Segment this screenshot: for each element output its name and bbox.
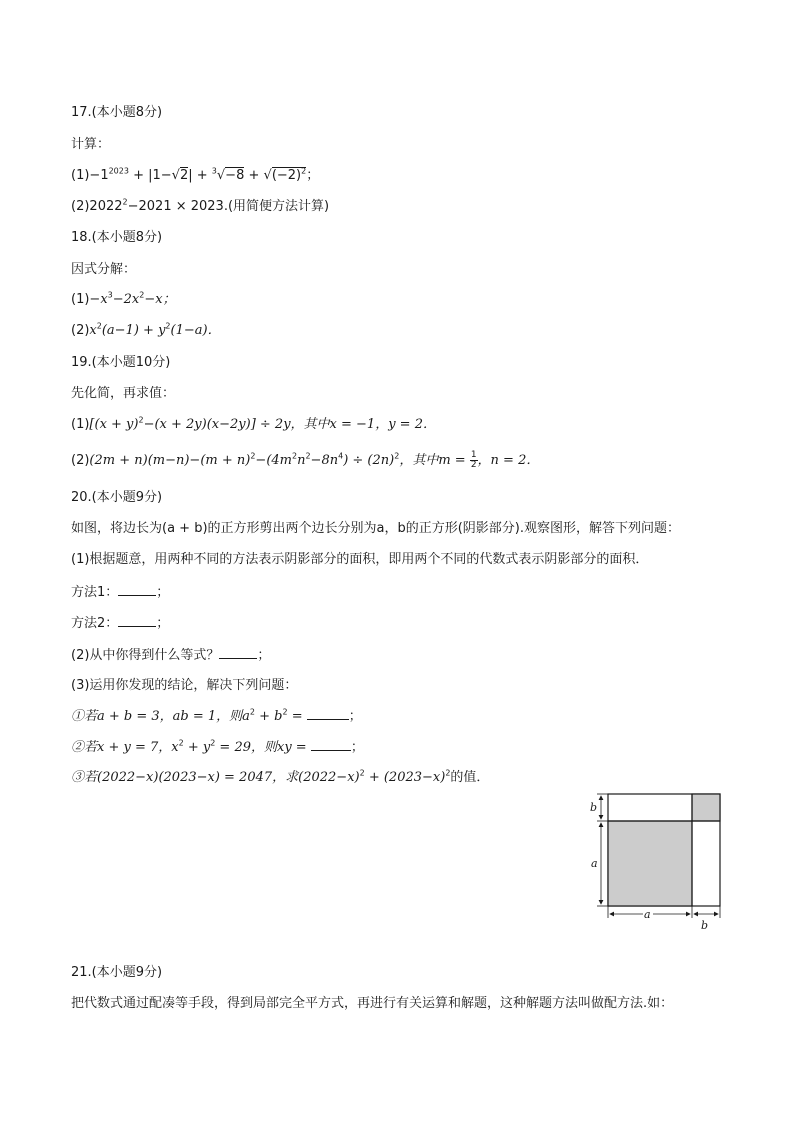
q18-intro: 因式分解：	[71, 262, 137, 277]
q20-sub3: ③若(2022−x)(2023−x) = 2047，求$(2022-x)^2 + (2023-x)^2$的值．	[71, 768, 490, 785]
q21-header: 21.(本小题9分)	[71, 965, 163, 980]
q20-intro: 如图，将边长为(a + b)的正方形剪出两个边长分别为a，b的正方形(阴影部分).观察图形，解答下列问题：	[71, 521, 681, 536]
q17-intro: 计算：	[71, 137, 111, 152]
q20-part3: (3)运用你发现的结论，解决下列问题：	[71, 678, 298, 693]
square-figure	[584, 788, 724, 932]
label-b-left: b	[590, 801, 598, 814]
label-a-left: a	[591, 857, 598, 870]
q17-part2: $(2)2022^2-2021 \times 2023$.(用简便方法计算)	[71, 197, 330, 214]
q20-sub2: ②若x + y = 7，$x^2 + y^2 = 29$，则xy = ；	[71, 738, 364, 755]
q18-header: 18.(本小题8分)	[71, 230, 163, 245]
q18-part1: $(1)-x^3-2x^2-x$；	[71, 290, 176, 307]
q18-part2: $(2)x^2(a-1) + y^2(1-a)$．	[71, 321, 221, 338]
q20-header: 20.(本小题9分)	[71, 490, 163, 505]
q20-method2: 方法2： ；	[71, 616, 170, 631]
q19-part1: $(1)[(x + y)^2-(x + 2y)(x-2y)] \div 2y$，其中x = −1，y = 2．	[71, 415, 436, 432]
fraction-one-half: $\frac{1}{2}$	[470, 450, 477, 470]
q19-part2: $(2)(2m + n)(m-n)-(m + n)^2-(4m^2n^2-8n^4) \div (2n)^2$，其中m = $\frac{1}{2}$ ，n = 2．	[71, 450, 540, 470]
label-a-bottom: a	[644, 908, 651, 921]
q19-header: 19.(本小题10分)	[71, 355, 171, 370]
q17-part1: $(1)-1^{2023} + |1-√2| + ^3√-8 + √(-2)^2$；	[71, 166, 320, 183]
q20-sub1: ①若a + b = 3，ab = 1，则$a^2 + b^2$ = ；	[71, 707, 362, 724]
answer-blank-equation[interactable]	[219, 646, 257, 659]
q17-header: 17.(本小题8分)	[71, 105, 163, 120]
shaded-square-b	[692, 794, 720, 821]
shaded-square-a	[608, 821, 692, 906]
q20-part2: (2)从中你得到什么等式？ ；	[71, 648, 271, 663]
answer-blank-method2[interactable]	[118, 614, 156, 627]
q19-intro: 先化简，再求值：	[71, 386, 176, 401]
answer-blank-sub1[interactable]	[307, 707, 349, 720]
label-b-bottom: b	[701, 919, 709, 932]
q20-part1: (1)根据题意，用两种不同的方法表示阴影部分的面积，即用两个不同的代数式表示阴影部分的面积．	[71, 552, 649, 567]
answer-blank-method1[interactable]	[118, 583, 156, 596]
q20-method1: 方法1： ；	[71, 585, 170, 600]
q21-intro: 把代数式通过配凑等手段，得到局部完全平方式，再进行有关运算和解题，这种解题方法叫做配方法.如：	[71, 996, 674, 1011]
answer-blank-sub2[interactable]	[311, 738, 351, 751]
